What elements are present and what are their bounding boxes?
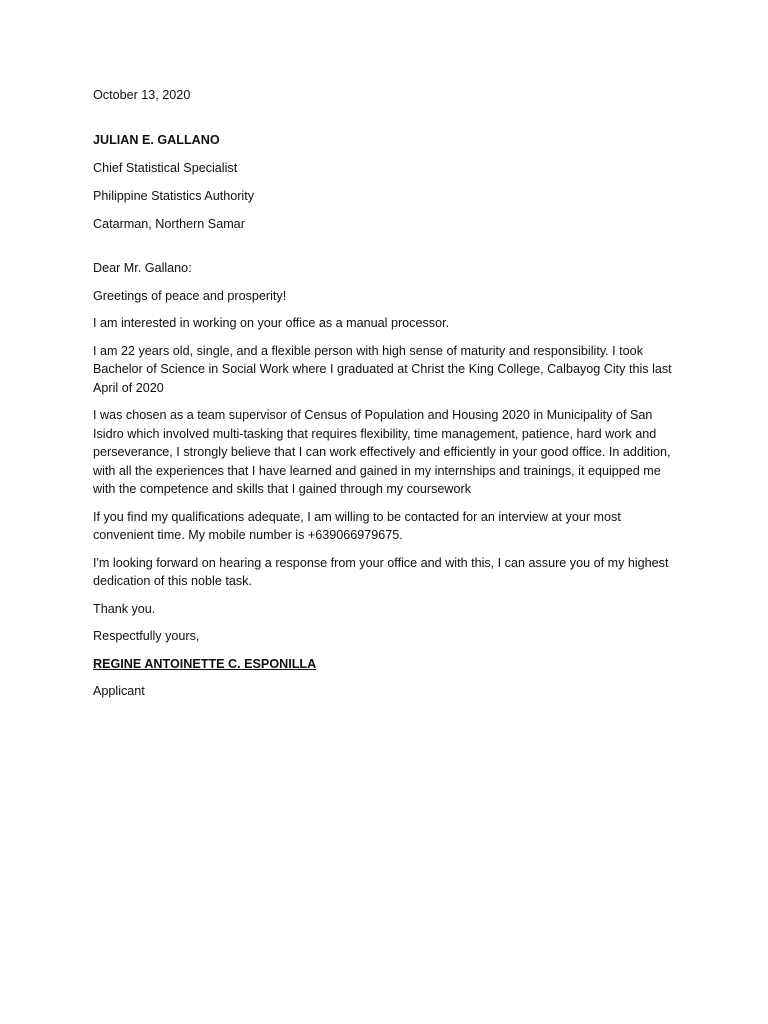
cover-letter: [93, 86, 673, 710]
salutation: Dear Mr. Gallano:: [93, 261, 192, 275]
body-paragraph-experience: I was chosen as a team supervisor of Census of Population and Housing 2020 in Municipality of San Isidro which involved multi-tasking that requires flexibility, time management, patience, hard work and perseverance, I strongly believe that I can work effectively and efficiently in your good office. In addition, with all the experiences that I have learned and gained in my internships and trainings, it equipped me with the competence and skills that I gained through my coursework: [93, 408, 671, 496]
recipient-name: JULIAN E. GALLANO: [93, 132, 220, 147]
thanks-line: Thank you.: [93, 601, 156, 616]
signature-role: Applicant: [93, 684, 145, 698]
letter-date: October 13, 2020: [93, 88, 191, 102]
closing-line: Respectfully yours,: [93, 629, 200, 643]
body-paragraph-closing: I'm looking forward on hearing a response from your office and with this, I can assure you of my highest dedication of this noble task.: [93, 555, 669, 588]
recipient-location: Catarman, Northern Samar: [93, 216, 245, 231]
recipient-title: Chief Statistical Specialist: [93, 160, 238, 175]
recipient-organization: Philippine Statistics Authority: [93, 188, 255, 203]
greeting: Greetings of peace and prosperity!: [93, 288, 287, 303]
body-paragraph-interest: I am interested in working on your office as a manual processor.: [93, 316, 450, 330]
body-paragraph-contact: If you find my qualifications adequate, I am willing to be contacted for an interview at your most convenient time. My mobile number is +639066979675.: [93, 509, 621, 542]
body-paragraph-background: I am 22 years old, single, and a flexible person with high sense of maturity and responsibility. I took Bachelor of Science in Social Work where I graduated at Christ the King College, Calbayog City this last April of 2020: [93, 343, 672, 395]
signature-name: REGINE ANTOINETTE C. ESPONILLA: [93, 656, 317, 671]
